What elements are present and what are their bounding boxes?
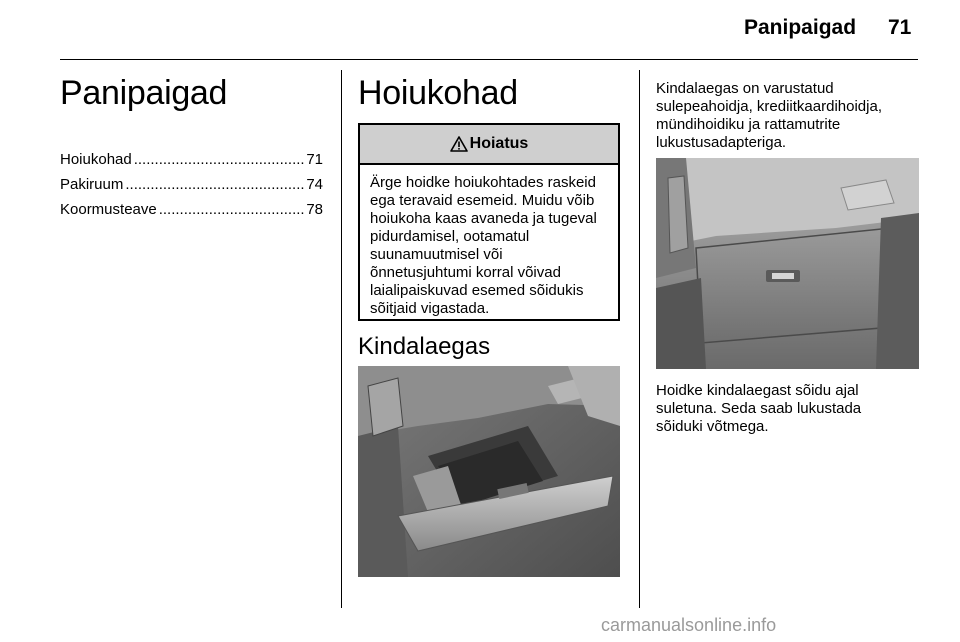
paragraph-line: mündihoidiku ja rattamutrite	[656, 116, 841, 133]
toc-page: 74	[306, 176, 323, 193]
toc-leader	[159, 201, 305, 218]
paragraph-line: sulepeahoidja, krediitkaardihoidja,	[656, 98, 882, 115]
usage-paragraph	[656, 382, 861, 436]
warning-line: ega teravaid esemeid. Muidu võib	[370, 192, 595, 209]
warning-line: suunamuutmisel või	[370, 246, 503, 263]
warning-header	[360, 125, 618, 165]
toc-label: Pakiruum	[60, 176, 124, 193]
toc-leader	[134, 151, 305, 168]
warning-line: õnnetusjuhtumi korral võivad	[370, 264, 561, 281]
glovebox-open-photo	[358, 366, 620, 577]
warning-line: laialipaiskuvad esemed sõidukis	[370, 282, 584, 299]
toc-entry[interactable]	[60, 176, 323, 193]
toc-page: 71	[306, 151, 323, 168]
watermark: carmanualsonline.info	[601, 615, 777, 635]
warning-line: sõitjaid vigastada.	[370, 300, 490, 317]
warning-line: pidurdamisel, ootamatul	[370, 228, 530, 245]
paragraph-line: sõiduki võtmega.	[656, 418, 769, 435]
toc-label: Hoiukohad	[60, 151, 132, 168]
section-title: Hoiukohad	[358, 74, 518, 112]
page-number: 71	[888, 16, 912, 39]
chapter-title: Panipaigad	[60, 74, 228, 112]
toc-entry[interactable]	[60, 151, 323, 168]
warning-triangle-icon	[450, 136, 468, 152]
glovebox-closed-photo	[656, 158, 919, 369]
toc-leader	[125, 176, 304, 193]
header-rule	[60, 59, 918, 60]
paragraph-line: Kindalaegas on varustatud	[656, 80, 834, 97]
warning-text	[360, 165, 618, 318]
warning-title: Hoiatus	[469, 135, 529, 152]
toc-entry[interactable]	[60, 201, 323, 218]
subsection-title: Kindalaegas	[358, 333, 491, 360]
warning-box	[358, 123, 620, 321]
toc-page: 78	[306, 201, 323, 218]
warning-line: Ärge hoidke hoiukohtades raskeid	[370, 174, 596, 191]
intro-paragraph	[656, 80, 882, 152]
paragraph-line: lukustusadapteriga.	[656, 134, 787, 151]
paragraph-line: Hoidke kindalaegast sõidu ajal	[656, 382, 859, 399]
column-divider-right	[639, 70, 640, 608]
running-header-title: Panipaigad	[744, 16, 857, 39]
warning-line: hoiukoha kaas avaneda ja tugeval	[370, 210, 597, 227]
paragraph-line: suletuna. Seda saab lukustada	[656, 400, 862, 417]
toc-label: Koormusteave	[60, 201, 157, 218]
column-divider-left	[341, 70, 342, 608]
